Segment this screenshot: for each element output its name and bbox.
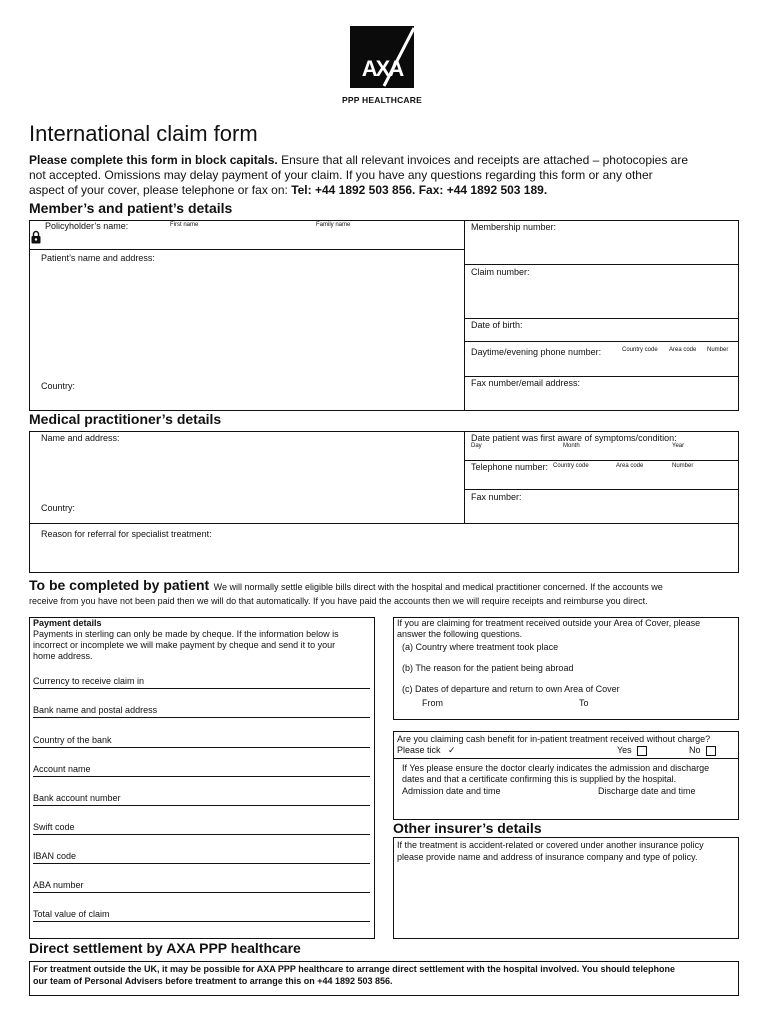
patient-name-address-field[interactable] [41,266,459,376]
no-checkbox[interactable] [706,746,716,756]
practitioner-fax-label: Fax number: [471,492,522,502]
practitioner-telephone-label: Telephone number: [471,462,549,472]
account-number-field[interactable] [33,805,370,806]
policyholder-row-line [29,249,465,250]
direct-line-2: our team of Personal Advisers before treatment to arrange this on +44 1892 503 856. [33,976,393,986]
from-label: From [422,698,443,708]
intro-line3: aspect of your cover, please telephone or fax on: [29,183,288,197]
abroad-reason-label: (b) The reason for the patient being abroad [402,663,574,673]
insurer-details-field[interactable] [397,866,735,936]
bank-name-label: Bank name and postal address [33,705,158,715]
aba-number-label: ABA number [33,880,84,890]
fax-email-label: Fax number/email address: [471,378,581,388]
cash-benefit-question: Are you claiming cash benefit for in-patient treatment received without charge? [397,734,711,744]
cash-benefit-divider [393,758,739,759]
aba-number-field[interactable] [33,892,370,893]
date-of-birth-label: Date of birth: [471,320,523,330]
iban-code-field[interactable] [33,863,370,864]
currency-label: Currency to receive claim in [33,676,145,686]
tel-area-code-sublabel: Area code [616,463,644,469]
tick-mark-icon: ✓ [448,745,456,755]
claim-number-label: Claim number: [471,267,530,277]
payment-desc-1: Payments in sterling can only be made by cheque. If the information below is [33,629,339,639]
direct-settlement-heading: Direct settlement by AXA PPP healthcare [29,940,301,956]
medical-right-line-1 [464,460,739,461]
date-year-sublabel: Year [672,443,685,449]
referral-reason-field[interactable] [41,542,733,570]
reason-row-line [29,523,739,524]
bank-country-field[interactable] [33,747,370,748]
practitioner-name-address-label: Name and address: [41,433,120,443]
first-name-sublabel: First name [170,222,199,228]
swift-code-label: Swift code [33,822,75,832]
swift-code-field[interactable] [33,834,370,835]
members-heading: Member’s and patient’s details [29,200,233,216]
insurer-line-1: If the treatment is accident-related or covered under another insurance policy [397,840,704,850]
admission-label: Admission date and time [402,786,501,796]
page-title: International claim form [29,121,258,146]
right-row-line-3 [464,341,739,342]
date-day-sublabel: Day [471,443,482,449]
account-name-label: Account name [33,764,91,774]
total-claim-label: Total value of claim [33,909,110,919]
payment-heading: Payment details [33,618,102,628]
patient-text-2: receive from you have not been paid then we will do that automatically. If you have paid the accounts then we will require receipts and reimburse you direct. [29,596,648,606]
travel-dates-label: (c) Dates of departure and return to own Area of Cover [402,684,620,694]
outside-line-1: If you are claiming for treatment received outside your Area of Cover, please [397,618,701,628]
please-tick-label: Please tick [397,745,441,755]
membership-number-label: Membership number: [471,222,557,232]
intro-bold-lead: Please complete this form in block capitals. [29,153,278,167]
direct-line-1: For treatment outside the UK, it may be possible for AXA PPP healthcare to arrange direct settlement with the hospital involved. You should telephone [33,964,675,974]
date-aware-label: Date patient was first aware of symptoms/condition: [471,433,677,443]
outside-line-2: answer the following questions. [397,629,523,639]
patient-name-address-label: Patient’s name and address: [41,253,155,263]
practitioner-name-address-field[interactable] [41,446,459,498]
bank-name-field[interactable] [33,717,370,718]
payment-desc-2: incorrect or incomplete we will make payment by cheque and send it to your [33,640,336,650]
intro-paragraph [29,153,744,198]
discharge-label: Discharge date and time [598,786,696,796]
yes-label: Yes [617,745,632,755]
iban-code-label: IBAN code [33,851,77,861]
account-number-label: Bank account number [33,793,121,803]
insurer-heading: Other insurer’s details [393,820,542,836]
patient-text-1: We will normally settle eligible bills direct with the hospital and medical practitioner concerned. If the accounts we [213,582,663,592]
total-claim-field[interactable] [33,921,370,922]
policyholder-name-field[interactable] [45,233,460,248]
right-row-line-2 [464,318,739,319]
insurer-line-2: please provide name and address of insurance company and type of policy. [397,852,698,862]
axa-wordmark: AXA [361,56,403,81]
tel-number-sublabel: Number [672,463,694,469]
date-month-sublabel: Month [563,443,580,449]
family-name-sublabel: Family name [316,222,351,228]
tel-country-code-sublabel: Country code [553,463,589,469]
phone-number-sublabel: Number [707,347,729,353]
practitioner-country-label: Country: [41,503,76,513]
medical-divider [464,431,465,523]
referral-reason-label: Reason for referral for specialist treatment: [41,529,212,539]
medical-heading: Medical practitioner’s details [29,411,222,427]
cash-info-2: dates and that a certificate confirming this is supplied by the hospital. [402,774,677,784]
phone-country-code-sublabel: Country code [622,347,658,353]
payment-desc-3: home address. [33,651,93,661]
account-name-field[interactable] [33,776,370,777]
bank-country-label: Country of the bank [33,735,112,745]
patient-heading: To be completed by patient [29,577,210,593]
patient-section-intro [29,578,744,607]
intro-line2: not accepted. Omissions may delay payment of your claim. If you have any questions regarding this form or any other [29,168,653,182]
treatment-country-label: (a) Country where treatment took place [402,642,559,652]
cash-info-1: If Yes please ensure the doctor clearly indicates the admission and discharge [402,763,710,773]
no-label: No [689,745,701,755]
intro-contacts: Tel: +44 1892 503 856. Fax: +44 1892 503 189. [291,183,548,197]
right-row-line-4 [464,376,739,377]
to-label: To [579,698,589,708]
policyholder-label: Policyholder’s name: [45,221,129,231]
intro-line1: Ensure that all relevant invoices and receipts are attached – photocopies are [281,153,689,167]
medical-right-line-2 [464,489,739,490]
axa-logo [350,26,414,88]
phone-area-code-sublabel: Area code [669,347,697,353]
patient-country-label: Country: [41,381,76,391]
phone-label: Daytime/evening phone number: [471,347,602,357]
logo-subtitle: PPP HEALTHCARE [342,95,422,105]
padlock-icon [31,230,41,244]
yes-checkbox[interactable] [637,746,647,756]
currency-field[interactable] [33,688,370,689]
right-row-line-1 [464,264,739,265]
